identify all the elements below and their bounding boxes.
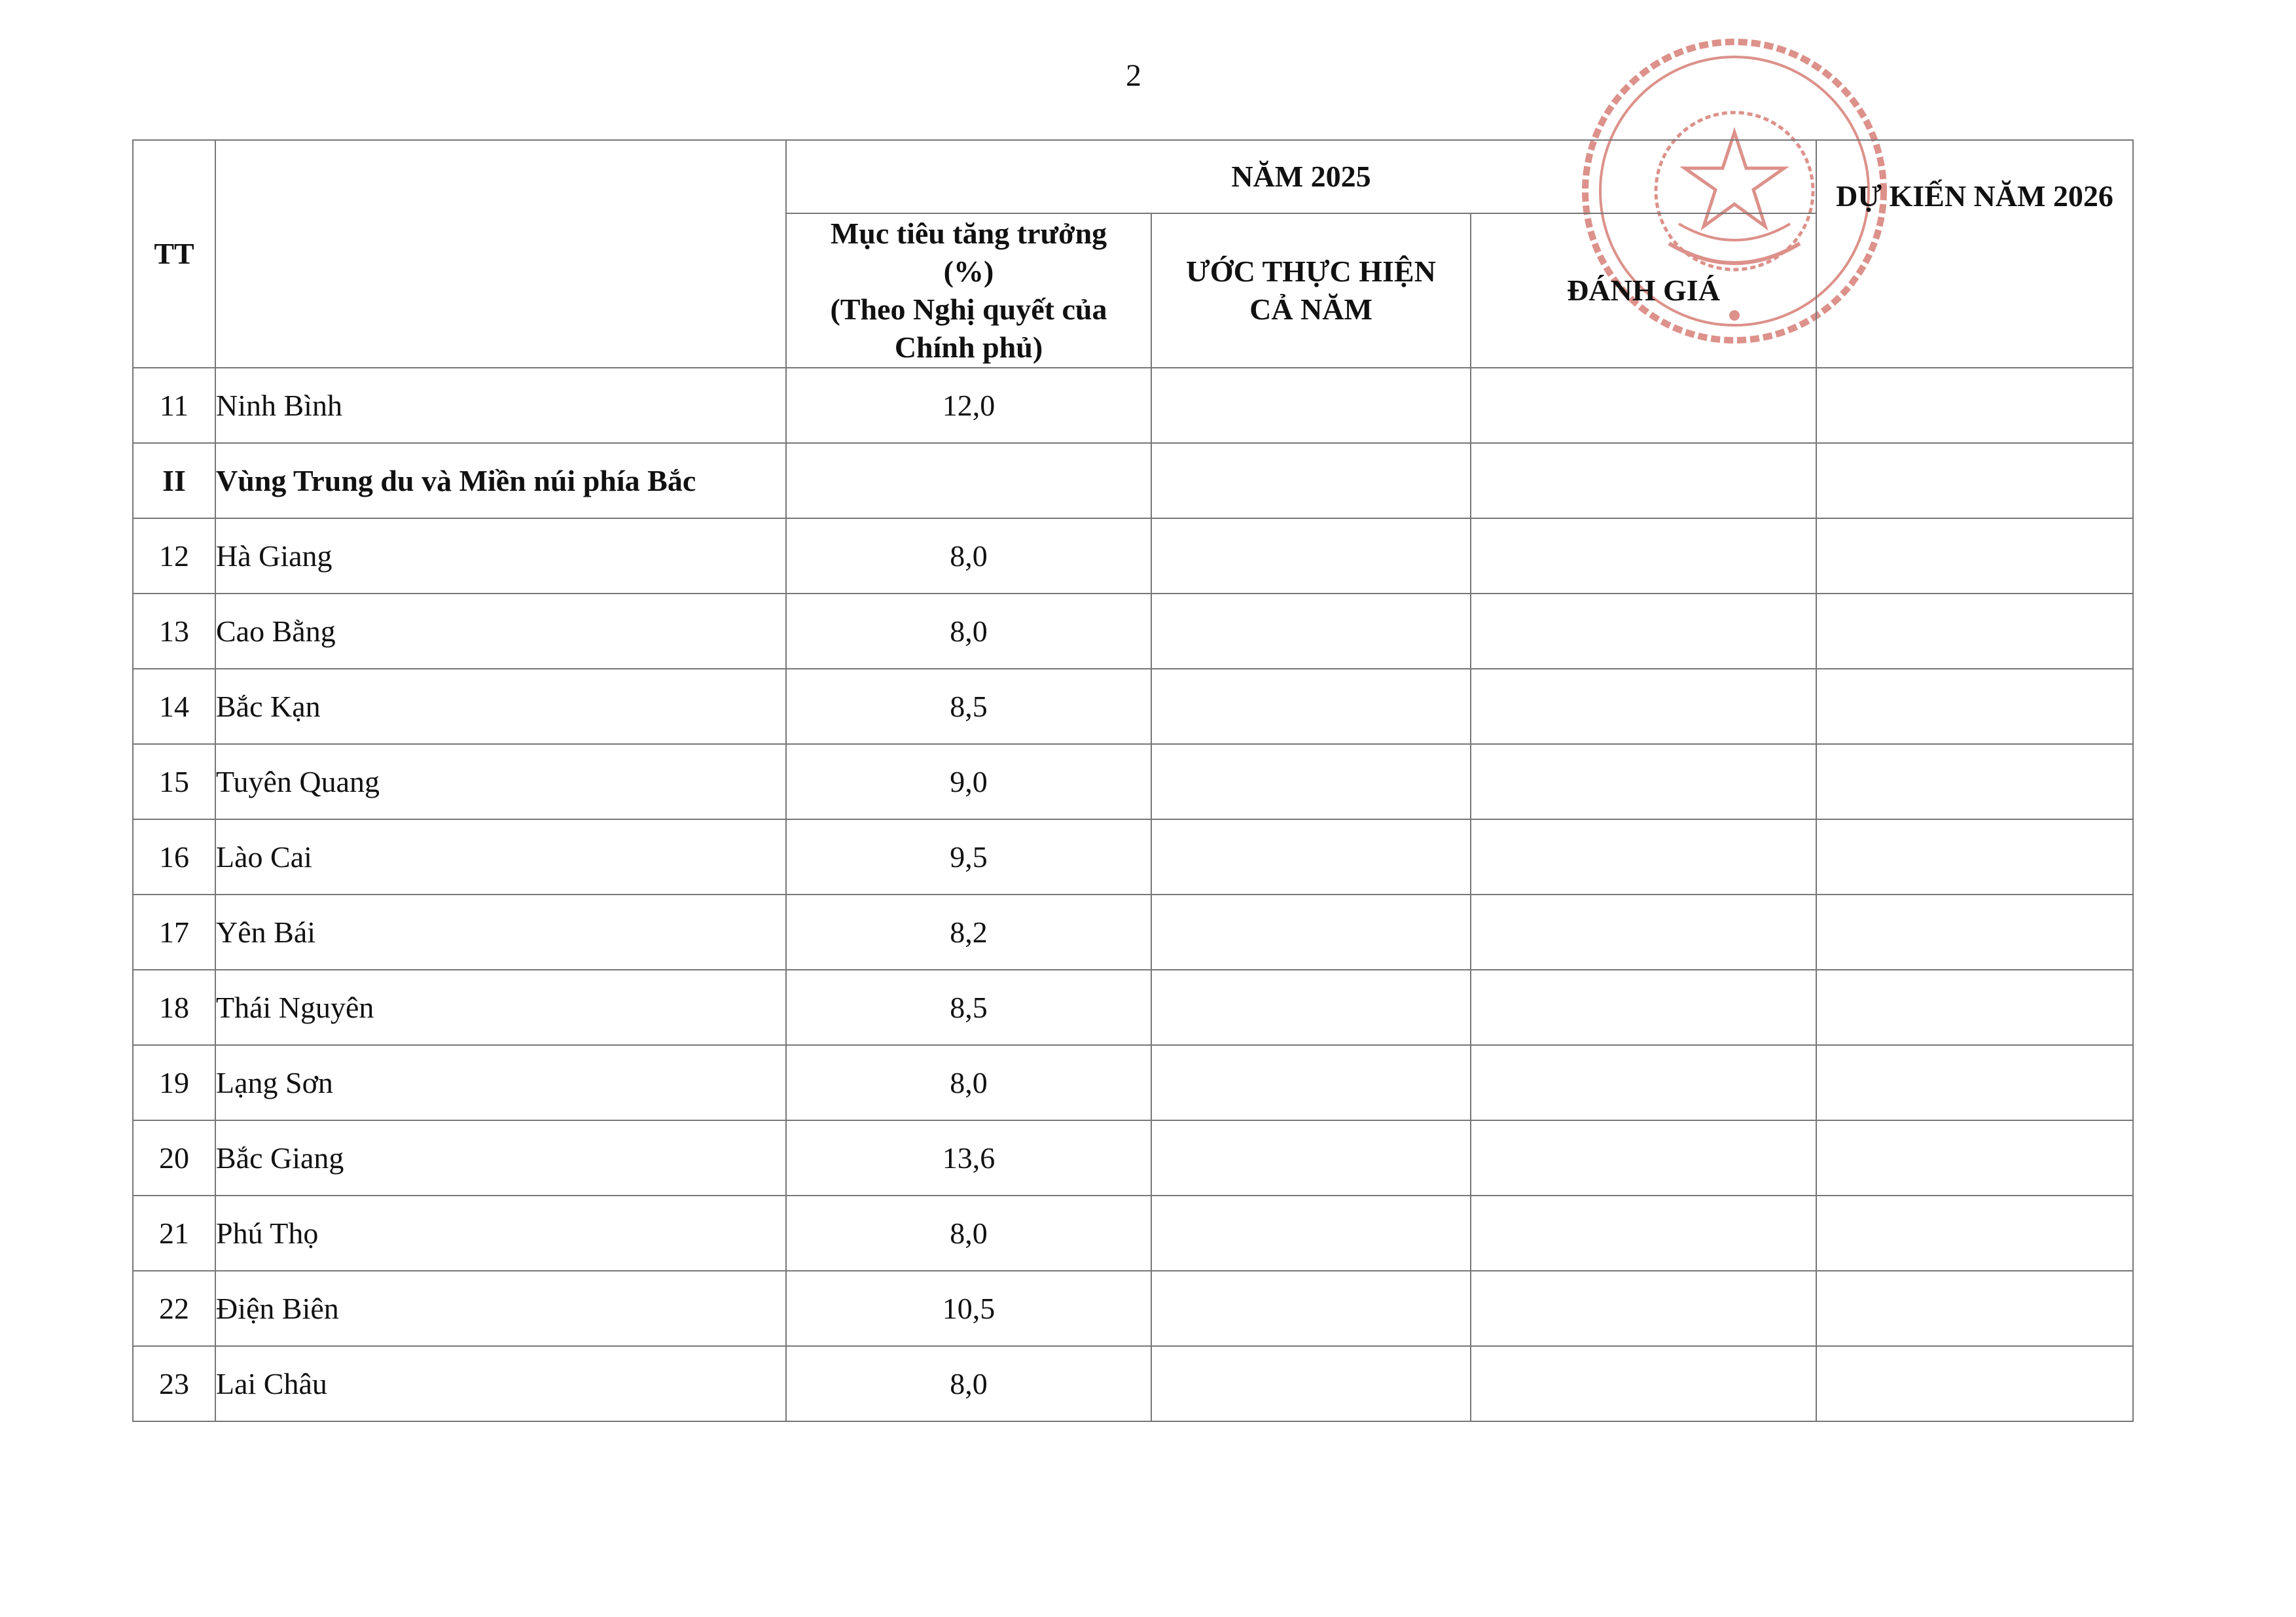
cell-forecast <box>1816 518 2133 594</box>
cell-forecast <box>1816 368 2133 443</box>
table-row <box>133 1120 2133 1196</box>
cell-tt: 23 <box>133 1346 215 1421</box>
cell-tt: 12 <box>133 518 215 594</box>
table-row <box>133 1271 2133 1346</box>
cell-estimate <box>1151 819 1471 895</box>
header-name-blank <box>215 140 786 368</box>
header-assessment: ĐÁNH GIÁ <box>1471 213 1816 368</box>
cell-assessment <box>1471 970 1816 1045</box>
cell-tt: 19 <box>133 1045 215 1120</box>
table-row <box>133 1196 2133 1271</box>
cell-assessment <box>1471 368 1816 443</box>
cell-province: Ninh Bình <box>215 368 786 443</box>
cell-assessment <box>1471 518 1816 594</box>
header-annual-estimate <box>1151 213 1471 368</box>
cell-forecast <box>1816 895 2133 970</box>
table-header <box>133 140 2133 368</box>
header-growth-target <box>786 213 1151 368</box>
cell-tt: 22 <box>133 1271 215 1346</box>
cell-estimate <box>1151 518 1471 594</box>
cell-province: Phú Thọ <box>215 1196 786 1271</box>
cell-forecast <box>1816 819 2133 895</box>
cell-estimate <box>1151 594 1471 669</box>
cell-target: 8,0 <box>786 518 1151 594</box>
cell-estimate <box>1151 669 1471 744</box>
header-growth-target-line1: Mục tiêu tăng trưởng <box>830 217 1107 250</box>
cell-estimate <box>1151 1045 1471 1120</box>
cell-target: 13,6 <box>786 1120 1151 1196</box>
cell-target <box>786 443 1151 518</box>
cell-assessment <box>1471 669 1816 744</box>
header-growth-target-line2: (%) <box>943 255 994 288</box>
cell-tt: 11 <box>133 368 215 443</box>
cell-province: Điện Biên <box>215 1271 786 1346</box>
table-row <box>133 819 2133 895</box>
cell-estimate <box>1151 744 1471 819</box>
table-row <box>133 669 2133 744</box>
table-row <box>133 518 2133 594</box>
cell-forecast <box>1816 669 2133 744</box>
cell-estimate <box>1151 1120 1471 1196</box>
cell-forecast <box>1816 1045 2133 1120</box>
cell-tt: II <box>133 443 215 518</box>
cell-forecast <box>1816 1346 2133 1421</box>
header-tt: TT <box>133 140 215 368</box>
cell-assessment <box>1471 895 1816 970</box>
cell-tt: 16 <box>133 819 215 895</box>
table-row <box>133 970 2133 1045</box>
cell-tt: 14 <box>133 669 215 744</box>
growth-target-table <box>132 139 2134 1422</box>
cell-tt: 15 <box>133 744 215 819</box>
cell-estimate <box>1151 1346 1471 1421</box>
table-row <box>133 744 2133 819</box>
table-row <box>133 1346 2133 1421</box>
cell-target: 8,0 <box>786 1346 1151 1421</box>
cell-target: 9,5 <box>786 819 1151 895</box>
cell-target: 8,0 <box>786 594 1151 669</box>
header-annual-estimate-line1: ƯỚC THỰC HIỆN <box>1186 255 1436 288</box>
cell-tt: 21 <box>133 1196 215 1271</box>
header-growth-target-line4: Chính phủ) <box>894 330 1043 364</box>
cell-estimate <box>1151 1196 1471 1271</box>
cell-province: Cao Bằng <box>215 594 786 669</box>
cell-province: Tuyên Quang <box>215 744 786 819</box>
cell-target: 8,2 <box>786 895 1151 970</box>
cell-assessment <box>1471 819 1816 895</box>
cell-assessment <box>1471 443 1816 518</box>
cell-forecast <box>1816 970 2133 1045</box>
table-row <box>133 895 2133 970</box>
cell-province: Thái Nguyên <box>215 970 786 1045</box>
cell-target: 8,0 <box>786 1196 1151 1271</box>
cell-target: 12,0 <box>786 368 1151 443</box>
header-annual-estimate-line2: CẢ NĂM <box>1249 293 1372 326</box>
cell-forecast <box>1816 594 2133 669</box>
cell-forecast <box>1816 744 2133 819</box>
header-forecast-2026: DỰ KIẾN NĂM 2026 <box>1816 140 2133 368</box>
cell-province: Lào Cai <box>215 819 786 895</box>
cell-forecast <box>1816 443 2133 518</box>
header-year-2025: NĂM 2025 <box>786 140 1816 213</box>
header-growth-target-line3: (Theo Nghị quyết của <box>830 293 1107 326</box>
cell-assessment <box>1471 1271 1816 1346</box>
cell-estimate <box>1151 895 1471 970</box>
cell-tt: 18 <box>133 970 215 1045</box>
cell-assessment <box>1471 1346 1816 1421</box>
table-row <box>133 368 2133 443</box>
cell-province: Hà Giang <box>215 518 786 594</box>
cell-target: 8,0 <box>786 1045 1151 1120</box>
table-row <box>133 1045 2133 1120</box>
cell-tt: 20 <box>133 1120 215 1196</box>
cell-assessment <box>1471 744 1816 819</box>
cell-tt: 17 <box>133 895 215 970</box>
page-number: 2 <box>1126 58 1141 93</box>
cell-forecast <box>1816 1271 2133 1346</box>
table-row <box>133 594 2133 669</box>
cell-region: Vùng Trung du và Miền núi phía Bắc <box>215 443 786 518</box>
cell-province: Yên Bái <box>215 895 786 970</box>
cell-forecast <box>1816 1120 2133 1196</box>
cell-province: Lạng Sơn <box>215 1045 786 1120</box>
cell-province: Bắc Giang <box>215 1120 786 1196</box>
cell-assessment <box>1471 594 1816 669</box>
cell-tt: 13 <box>133 594 215 669</box>
cell-assessment <box>1471 1120 1816 1196</box>
cell-target: 8,5 <box>786 669 1151 744</box>
cell-assessment <box>1471 1196 1816 1271</box>
cell-assessment <box>1471 1045 1816 1120</box>
cell-target: 10,5 <box>786 1271 1151 1346</box>
table-body <box>133 368 2133 1421</box>
cell-estimate <box>1151 970 1471 1045</box>
table-row-group <box>133 443 2133 518</box>
cell-estimate <box>1151 1271 1471 1346</box>
cell-province: Bắc Kạn <box>215 669 786 744</box>
cell-estimate <box>1151 368 1471 443</box>
cell-province: Lai Châu <box>215 1346 786 1421</box>
cell-estimate <box>1151 443 1471 518</box>
cell-forecast <box>1816 1196 2133 1271</box>
cell-target: 8,5 <box>786 970 1151 1045</box>
cell-target: 9,0 <box>786 744 1151 819</box>
